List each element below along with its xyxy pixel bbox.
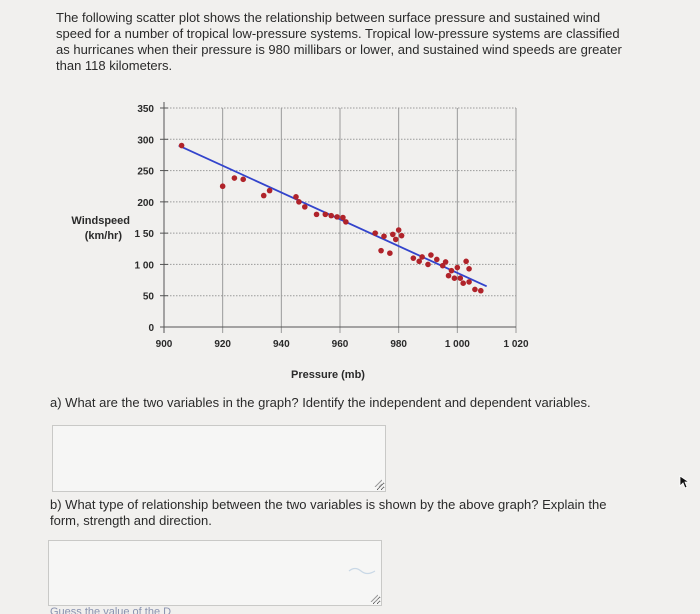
y-axis-label-line-1: Windspeed	[71, 215, 130, 227]
data-point	[293, 194, 299, 200]
data-point	[220, 183, 226, 189]
data-point	[343, 219, 349, 225]
y-tick-label: 200	[137, 197, 154, 209]
y-tick-label: 0	[148, 323, 154, 334]
resize-grip-icon[interactable]	[374, 479, 382, 487]
data-point	[381, 233, 387, 239]
data-point	[328, 213, 334, 219]
intro-text: The following scatter plot shows the relationship between surface pressure and sustained wind speed for a number of tropical low-pressure systems. Tropical low-pressure systems are classified as hurricanes when their pressure is 980 millibars or lower, and sustained wind speeds are greater than 118 kilometers.	[56, 10, 622, 73]
data-point	[411, 255, 417, 261]
data-point	[460, 280, 466, 286]
data-point	[428, 252, 434, 258]
data-point	[396, 227, 402, 233]
data-point	[478, 288, 484, 294]
data-point	[449, 268, 455, 274]
answer-a-textarea[interactable]	[52, 425, 386, 492]
data-point	[452, 275, 458, 281]
data-point	[434, 257, 440, 263]
question-b: b) What type of relationship between the two variables is shown by the above graph? Explain the form, strength and direction.	[50, 497, 607, 528]
x-tick-label: 920	[214, 339, 232, 350]
next-question-partial: Guess the value of the D	[50, 606, 172, 614]
data-points	[179, 143, 484, 294]
data-point	[302, 204, 308, 210]
data-point	[240, 177, 246, 183]
scatter-chart	[60, 92, 530, 382]
data-point	[261, 193, 267, 199]
data-point	[466, 279, 472, 285]
x-tick-label: 960	[331, 339, 349, 350]
y-tick-label: 250	[137, 166, 154, 178]
y-tick-label: 300	[137, 135, 154, 147]
data-point	[323, 212, 329, 218]
data-point	[419, 254, 425, 260]
data-point	[466, 266, 472, 272]
data-point	[334, 214, 340, 220]
gridlines	[164, 108, 516, 333]
data-point	[387, 250, 393, 256]
data-point	[399, 233, 405, 239]
data-point	[393, 237, 399, 243]
question-a: a) What are the two variables in the graph? Identify the independent and dependent variables.	[50, 395, 591, 410]
x-tick-label: 980	[390, 339, 408, 350]
y-tick-label: 1 00	[134, 260, 154, 272]
data-point	[463, 259, 469, 265]
resize-grip-icon[interactable]	[370, 594, 378, 602]
data-point	[455, 265, 461, 271]
data-point	[378, 248, 384, 254]
x-tick-labels	[156, 339, 529, 350]
spellcheck-squiggle-icon	[348, 565, 376, 575]
x-tick-label: 940	[272, 339, 290, 350]
mouse-cursor-icon	[679, 475, 691, 489]
data-point	[267, 188, 273, 194]
x-tick-label: 1 000	[444, 339, 470, 350]
y-tick-label: 350	[137, 104, 154, 115]
data-point	[446, 273, 452, 279]
data-point	[425, 262, 431, 268]
data-point	[232, 175, 238, 181]
x-tick-label: 1 020	[503, 339, 529, 350]
answer-b-textarea[interactable]	[48, 540, 382, 606]
data-point	[179, 143, 185, 149]
data-point	[296, 199, 302, 205]
y-tick-labels	[135, 104, 155, 334]
data-point	[457, 275, 463, 281]
y-tick-label: 50	[142, 291, 154, 303]
y-axis-label-line-2: (km/hr)	[84, 230, 122, 242]
x-axis-label: Pressure (mb)	[291, 369, 365, 381]
x-tick-label: 900	[155, 339, 173, 350]
data-point	[372, 230, 378, 236]
data-point	[443, 259, 449, 265]
data-point	[472, 287, 478, 293]
y-tick-label: 1 50	[134, 229, 154, 241]
data-point	[390, 232, 396, 238]
data-point	[314, 212, 320, 218]
